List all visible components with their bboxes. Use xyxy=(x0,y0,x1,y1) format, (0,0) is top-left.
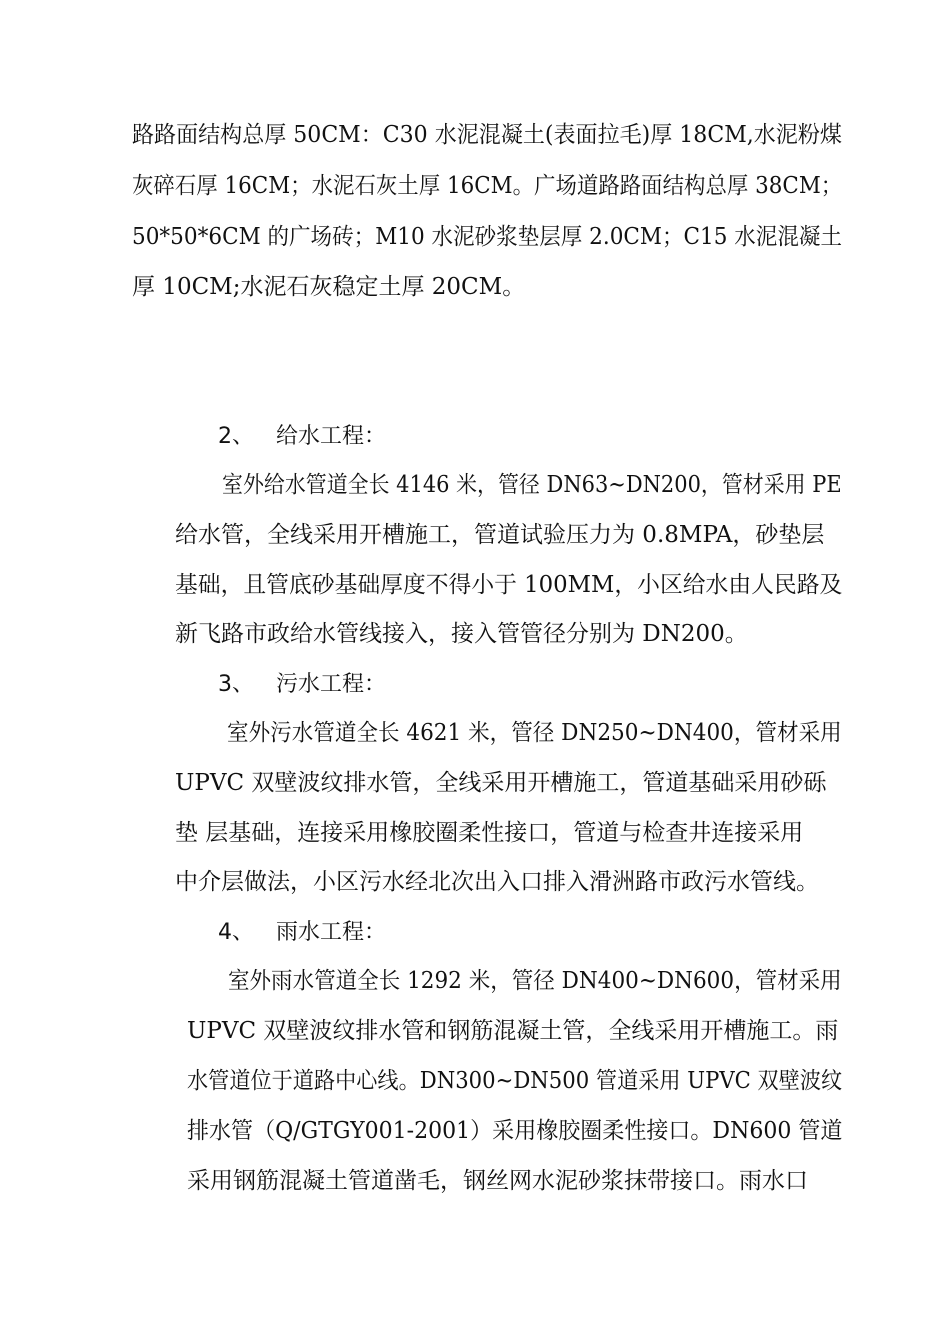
section-2-line-4: 新飞路市政给水管线接入，接入管管径分别为 DN200。 xyxy=(175,621,748,647)
section-4-line-2: UPVC 双壁波纹排水管和钢筋混凝土管，全线采用开槽施工。雨 xyxy=(187,1018,839,1044)
section-2-number: 2、 xyxy=(218,424,254,449)
section-4-line-4: 排水管（Q/GTGY001-2001）采用橡胶圈柔性接口。DN600 管道 xyxy=(187,1118,843,1144)
section-2-title: 给水工程： xyxy=(276,424,387,449)
section-2-line-2: 给水管，全线采用开槽施工，管道试验压力为 0.8MPA，砂垫层 xyxy=(175,522,825,548)
section-4-line-5: 采用钢筋混凝土管道凿毛，钢丝网水泥砂浆抹带接口。雨水口 xyxy=(187,1168,808,1194)
intro-line-2: 灰碎石厚 16CM；水泥石灰土厚 16CM。广场道路路面结构总厚 38CM； xyxy=(132,173,843,199)
section-4-line-1: 室外雨水管道全长 1292 米，管径 DN400~DN600，管材采用 xyxy=(228,968,842,994)
section-2-line-1: 室外给水管道全长 4146 米，管径 DN63~DN200，管材采用 PE xyxy=(222,472,842,498)
intro-line-4: 厚 10CM;水泥石灰稳定土厚 20CM。 xyxy=(132,274,526,300)
section-4-number: 4、 xyxy=(218,920,254,945)
section-4-title: 雨水工程： xyxy=(276,920,387,945)
section-3-line-1: 室外污水管道全长 4621 米，管径 DN250~DN400，管材采用 xyxy=(227,720,842,746)
intro-line-3: 50*50*6CM 的广场砖；M10 水泥砂浆垫层厚 2.0CM；C15 水泥混凝土 xyxy=(132,224,842,250)
section-2-heading xyxy=(218,422,386,452)
section-3-line-2: UPVC 双壁波纹排水管，全线采用开槽施工，管道基础采用砂砾 xyxy=(175,770,827,796)
section-3-heading xyxy=(218,670,386,700)
section-3-line-3: 垫 层基础，连接采用橡胶圈柔性接口，管道与检查井连接采用 xyxy=(175,820,804,846)
section-4-line-3: 水管道位于道路中心线。DN300~DN500 管道采用 UPVC 双壁波纹 xyxy=(187,1068,843,1094)
section-3-line-4: 中介层做法，小区污水经北次出入口排入滑洲路市政污水管线。 xyxy=(175,869,819,895)
section-2-line-3: 基础，且管底砂基础厚度不得小于 100MM，小区给水由人民路及 xyxy=(175,572,843,598)
section-3-number: 3、 xyxy=(218,672,254,697)
section-3-title: 污水工程： xyxy=(276,672,387,697)
section-4-heading xyxy=(218,918,386,948)
intro-line-1: 路路面结构总厚 50CM：C30 水泥混凝土(表面拉毛)厚 18CM,水泥粉煤 xyxy=(132,122,842,148)
